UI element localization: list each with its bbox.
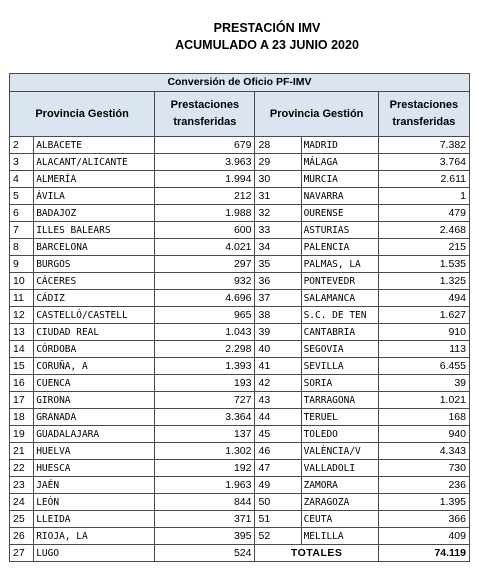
table-row: [10, 171, 470, 188]
province-name: MURCIA: [301, 171, 378, 188]
transferred-count: 3.963: [155, 154, 255, 171]
province-name: CEUTA: [301, 511, 378, 528]
province-name: LUGO: [34, 545, 155, 562]
province-code: 38: [255, 307, 301, 324]
table-row: [10, 443, 470, 460]
transferred-count: 1.988: [155, 205, 255, 222]
province-name: SEVILLA: [301, 358, 378, 375]
transferred-count: 3.364: [155, 409, 255, 426]
province-code: 35: [255, 256, 301, 273]
table-row: [10, 545, 470, 562]
transferred-count: 371: [155, 511, 255, 528]
totals-value: 74.119: [378, 545, 469, 562]
province-code: 31: [255, 188, 301, 205]
province-code: 18: [10, 409, 34, 426]
prestaciones-table: [9, 73, 470, 562]
table-row: [10, 273, 470, 290]
province-name: ALACANT/ALICANTE: [34, 154, 155, 171]
province-name: MADRID: [301, 137, 378, 154]
province-code: 22: [10, 460, 34, 477]
province-name: MÁLAGA: [301, 154, 378, 171]
transferred-count: 193: [155, 375, 255, 392]
province-name: LEÓN: [34, 494, 155, 511]
header-prestaciones-line2: transferidas: [173, 116, 237, 128]
province-name: GUADALAJARA: [34, 426, 155, 443]
table-row: [10, 154, 470, 171]
province-name: MELILLA: [301, 528, 378, 545]
title-line-1: PRESTACIÓN IMV: [213, 21, 321, 35]
province-code: 10: [10, 273, 34, 290]
province-name: OURENSE: [301, 205, 378, 222]
transferred-count: 494: [378, 290, 469, 307]
province-name: CORUÑA, A: [34, 358, 155, 375]
transferred-count: 965: [155, 307, 255, 324]
transferred-count: 910: [378, 324, 469, 341]
province-code: 45: [255, 426, 301, 443]
province-code: 33: [255, 222, 301, 239]
transferred-count: 168: [378, 409, 469, 426]
province-name: VALÈNCIA/V: [301, 443, 378, 460]
province-name: GIRONA: [34, 392, 155, 409]
province-name: GRANADA: [34, 409, 155, 426]
province-code: 13: [10, 324, 34, 341]
transferred-count: 940: [378, 426, 469, 443]
province-code: 21: [10, 443, 34, 460]
table-row: [10, 460, 470, 477]
transferred-count: 137: [155, 426, 255, 443]
province-code: 6: [10, 205, 34, 222]
province-name: PALENCIA: [301, 239, 378, 256]
transferred-count: 1.994: [155, 171, 255, 188]
header-provincia-right: Provincia Gestión: [255, 92, 378, 137]
province-name: CÁCERES: [34, 273, 155, 290]
header-prestaciones-right: [378, 92, 469, 137]
table-row: [10, 409, 470, 426]
province-code: 2: [10, 137, 34, 154]
province-name: ALBACETE: [34, 137, 155, 154]
title-line-2: ACUMULADO A 23 JUNIO 2020: [175, 38, 359, 52]
transferred-count: 4.021: [155, 239, 255, 256]
transferred-count: 932: [155, 273, 255, 290]
province-code: 17: [10, 392, 34, 409]
province-name: BADAJOZ: [34, 205, 155, 222]
transferred-count: 236: [378, 477, 469, 494]
transferred-count: 524: [155, 545, 255, 562]
province-code: 42: [255, 375, 301, 392]
province-name: CÓRDOBA: [34, 341, 155, 358]
province-name: CIUDAD REAL: [34, 324, 155, 341]
transferred-count: 2.611: [378, 171, 469, 188]
province-code: 9: [10, 256, 34, 273]
transferred-count: 4.696: [155, 290, 255, 307]
transferred-count: 4.343: [378, 443, 469, 460]
province-name: BARCELONA: [34, 239, 155, 256]
province-code: 26: [10, 528, 34, 545]
province-code: 4: [10, 171, 34, 188]
table-row: [10, 477, 470, 494]
province-code: 30: [255, 171, 301, 188]
province-code: 49: [255, 477, 301, 494]
header-prestaciones-left: [155, 92, 255, 137]
province-name: S.C. DE TEN: [301, 307, 378, 324]
province-code: 3: [10, 154, 34, 171]
transferred-count: 7.382: [378, 137, 469, 154]
province-name: ILLES BALEARS: [34, 222, 155, 239]
table-row: [10, 528, 470, 545]
transferred-count: 1.325: [378, 273, 469, 290]
province-name: RIOJA, LA: [34, 528, 155, 545]
province-code: 40: [255, 341, 301, 358]
transferred-count: 395: [155, 528, 255, 545]
transferred-count: 1.021: [378, 392, 469, 409]
table-caption: Conversión de Oficio PF-IMV: [10, 74, 470, 92]
transferred-count: 844: [155, 494, 255, 511]
table-row: [10, 341, 470, 358]
transferred-count: 730: [378, 460, 469, 477]
province-name: NAVARRA: [301, 188, 378, 205]
transferred-count: 1.627: [378, 307, 469, 324]
header-prestaciones-line2: transferidas: [392, 116, 456, 128]
transferred-count: 2.298: [155, 341, 255, 358]
transferred-count: 366: [378, 511, 469, 528]
transferred-count: 479: [378, 205, 469, 222]
province-code: 29: [255, 154, 301, 171]
province-name: PALMAS, LA: [301, 256, 378, 273]
province-code: 32: [255, 205, 301, 222]
header-prestaciones-line1: Prestaciones: [389, 99, 459, 111]
table-row: [10, 137, 470, 154]
province-name: SALAMANCA: [301, 290, 378, 307]
transferred-count: 192: [155, 460, 255, 477]
table-row: [10, 392, 470, 409]
province-code: 19: [10, 426, 34, 443]
transferred-count: 1.043: [155, 324, 255, 341]
totals-label: TOTALES: [255, 545, 378, 562]
province-code: 28: [255, 137, 301, 154]
table-row: [10, 511, 470, 528]
province-code: 11: [10, 290, 34, 307]
province-code: 51: [255, 511, 301, 528]
province-code: 25: [10, 511, 34, 528]
transferred-count: 215: [378, 239, 469, 256]
table-row: [10, 426, 470, 443]
province-code: 50: [255, 494, 301, 511]
province-name: LLEIDA: [34, 511, 155, 528]
province-name: TOLEDO: [301, 426, 378, 443]
province-name: VALLADOLI: [301, 460, 378, 477]
province-name: HUELVA: [34, 443, 155, 460]
transferred-count: 212: [155, 188, 255, 205]
province-code: 14: [10, 341, 34, 358]
province-code: 34: [255, 239, 301, 256]
province-name: ALMERÍA: [34, 171, 155, 188]
transferred-count: 679: [155, 137, 255, 154]
header-provincia-left: Provincia Gestión: [10, 92, 155, 137]
province-code: 15: [10, 358, 34, 375]
province-code: 37: [255, 290, 301, 307]
province-name: TARRAGONA: [301, 392, 378, 409]
province-name: ZARAGOZA: [301, 494, 378, 511]
province-name: CASTELLÓ/CASTELL: [34, 307, 155, 324]
province-name: CANTABRIA: [301, 324, 378, 341]
table-row: [10, 256, 470, 273]
table-row: [10, 290, 470, 307]
transferred-count: 113: [378, 341, 469, 358]
table-row: [10, 188, 470, 205]
province-code: 8: [10, 239, 34, 256]
province-code: 44: [255, 409, 301, 426]
province-code: 41: [255, 358, 301, 375]
province-name: BURGOS: [34, 256, 155, 273]
transferred-count: 2.468: [378, 222, 469, 239]
transferred-count: 600: [155, 222, 255, 239]
table-row: [10, 205, 470, 222]
province-code: 39: [255, 324, 301, 341]
table-row: [10, 324, 470, 341]
province-name: CUENCA: [34, 375, 155, 392]
province-name: ZAMORA: [301, 477, 378, 494]
table-row: [10, 307, 470, 324]
province-name: ÁVILA: [34, 188, 155, 205]
document-title: [0, 20, 479, 54]
province-name: JAÉN: [34, 477, 155, 494]
table-row: [10, 222, 470, 239]
province-name: SORIA: [301, 375, 378, 392]
table-row: [10, 494, 470, 511]
transferred-count: 1.393: [155, 358, 255, 375]
province-code: 16: [10, 375, 34, 392]
transferred-count: 409: [378, 528, 469, 545]
transferred-count: 6.455: [378, 358, 469, 375]
province-name: PONTEVEDR: [301, 273, 378, 290]
province-code: 43: [255, 392, 301, 409]
transferred-count: 1.395: [378, 494, 469, 511]
table-row: [10, 239, 470, 256]
transferred-count: 1: [378, 188, 469, 205]
province-code: 7: [10, 222, 34, 239]
transferred-count: 297: [155, 256, 255, 273]
transferred-count: 39: [378, 375, 469, 392]
transferred-count: 1.963: [155, 477, 255, 494]
province-name: CÁDIZ: [34, 290, 155, 307]
transferred-count: 1.302: [155, 443, 255, 460]
province-code: 5: [10, 188, 34, 205]
province-code: 47: [255, 460, 301, 477]
province-code: 12: [10, 307, 34, 324]
province-name: TERUEL: [301, 409, 378, 426]
transferred-count: 3.764: [378, 154, 469, 171]
province-name: SEGOVIA: [301, 341, 378, 358]
table-row: [10, 375, 470, 392]
province-code: 36: [255, 273, 301, 290]
header-prestaciones-line1: Prestaciones: [170, 99, 240, 111]
table-row: [10, 358, 470, 375]
province-code: 27: [10, 545, 34, 562]
table-body: [10, 137, 470, 562]
province-code: 52: [255, 528, 301, 545]
province-code: 46: [255, 443, 301, 460]
province-name: ASTURIAS: [301, 222, 378, 239]
province-name: HUESCA: [34, 460, 155, 477]
province-code: 23: [10, 477, 34, 494]
transferred-count: 1.535: [378, 256, 469, 273]
transferred-count: 727: [155, 392, 255, 409]
province-code: 24: [10, 494, 34, 511]
